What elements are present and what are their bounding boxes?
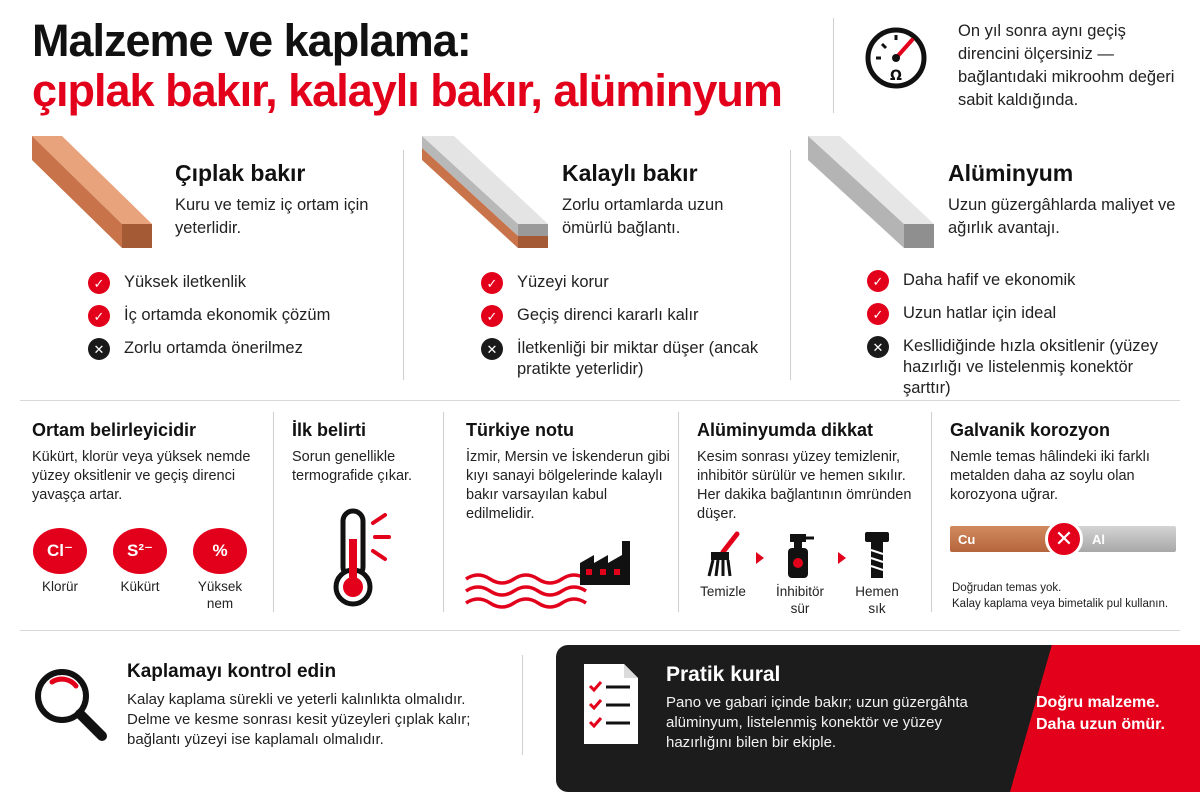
page-title: Malzeme ve kaplama: xyxy=(32,15,471,66)
check-icon: ✓ xyxy=(88,272,110,294)
sulfur-cloud-icon: S²⁻ xyxy=(113,528,167,574)
rule-body: Pano ve gabari içinde bakır; uzun güzergâhta alüminyum, listelenmiş konektör ve yüzey hazırlığını bilen bir ekiple. xyxy=(666,694,968,751)
chloride-cloud-icon: Cl⁻ xyxy=(33,528,87,574)
copper-bar-image xyxy=(22,132,162,250)
first-sign-body: Sorun genellikle termografide çıkar. xyxy=(292,449,413,484)
section-divider-c xyxy=(678,412,679,612)
list-item: ✕ İletkenliği bir miktar düşer (ancak pratikte yeterlidir) xyxy=(481,338,781,380)
galvanic-note: Doğrudan temas yok. Kalay kaplama veya bimetalik pul kullanın. xyxy=(952,582,1169,610)
aluminum-strip: Al xyxy=(1076,526,1176,552)
tinned-copper-desc: Zorlu ortamlarda uzun ömürlü bağlantı. xyxy=(562,196,724,237)
tinned-copper-bar-image xyxy=(418,132,558,250)
aluminum-bullets xyxy=(867,270,1177,399)
section-divider-d xyxy=(931,412,932,612)
check-icon: ✓ xyxy=(867,303,889,325)
aluminum-bar-image xyxy=(804,132,944,250)
copper-bullets xyxy=(88,272,393,360)
list-item: ✓ Yüzeyi korur xyxy=(481,272,781,294)
list-item: ✕ Zorlu ortamda önerilmez xyxy=(88,338,393,360)
copper-desc: Kuru ve temiz iç ortam için yeterlidir. xyxy=(175,196,369,237)
coating-divider xyxy=(522,655,523,755)
env-icons xyxy=(28,528,273,611)
humidity-item: % Yüksek nem xyxy=(190,528,250,612)
rule-title: Pratik kural xyxy=(666,663,781,686)
turkey-body: İzmir, Mersin ve İskenderun gibi kıyı sanayi bölgelerinde kalaylı bakır varsayılan kabul edilmelidir. xyxy=(466,449,670,522)
list-item: ✓ Daha hafif ve ekonomik xyxy=(867,270,1177,292)
no-contact-icon: ✕ xyxy=(1045,520,1083,558)
galvanic-title: Galvanik korozyon xyxy=(950,420,1111,440)
turkey-title: Türkiye notu xyxy=(466,420,575,440)
card-divider-2 xyxy=(790,150,791,380)
checklist-icon xyxy=(580,662,642,746)
list-item: ✓ Yüksek iletkenlik xyxy=(88,272,393,294)
header-divider xyxy=(833,18,834,113)
spray-bottle-icon xyxy=(766,528,834,580)
page-subtitle: çıplak bakır, kalaylı bakır, alüminyum xyxy=(32,65,782,116)
list-item: ✓ İç ortamda ekonomik çözüm xyxy=(88,305,393,327)
list-item: ✓ Uzun hatlar için ideal xyxy=(867,303,1177,325)
humidity-cloud-icon: % xyxy=(193,528,247,574)
magnifier-icon xyxy=(30,664,110,744)
check-icon: ✓ xyxy=(88,305,110,327)
arrow-right-icon xyxy=(838,552,846,564)
env-title: Ortam belirleyicidir xyxy=(32,420,197,440)
check-icon: ✓ xyxy=(481,272,503,294)
step-clean: Temizle xyxy=(692,528,754,600)
check-icon: ✓ xyxy=(867,270,889,292)
env-body: Kükürt, klorür veya yüksek nemde yüzey oksitlenir ve geçiş direnci yavaşça artar. xyxy=(32,449,251,503)
alu-caution-title: Alüminyumda dikkat xyxy=(697,420,874,440)
copper-title: Çıplak bakır xyxy=(175,160,306,186)
slogan: Doğru malzeme. Daha uzun ömür. xyxy=(1036,694,1165,733)
section-divider-a xyxy=(273,412,274,612)
coating-title: Kaplamayı kontrol edin xyxy=(127,661,337,682)
section-divider-bottom xyxy=(20,630,1180,631)
chloride-item: Cl⁻ Klorür xyxy=(30,528,90,595)
alu-caution-body: Kesim sonrası yüzey temizlenir, inhibitör sürülür ve hemen sıkılır. Her dakika bağlantının ömründen düşer. xyxy=(697,449,912,522)
thermometer-icon xyxy=(325,505,405,610)
tinned-copper-title: Kalaylı bakır xyxy=(562,160,698,186)
section-divider-b xyxy=(443,412,444,612)
sulfur-item: S²⁻ Kükürt xyxy=(110,528,170,595)
step-tighten: Hemen sık xyxy=(846,528,908,617)
step-inhibitor: İnhibitör sür xyxy=(766,528,834,617)
first-sign-title: İlk belirti xyxy=(292,420,367,440)
aluminum-desc: Uzun güzergâhlarda maliyet ve ağırlık avantajı. xyxy=(948,196,1176,237)
card-divider-1 xyxy=(403,150,404,380)
brush-icon xyxy=(692,528,754,580)
cross-icon: ✕ xyxy=(867,336,889,358)
cross-icon: ✕ xyxy=(481,338,503,360)
tinned-copper-bullets xyxy=(481,272,781,380)
aluminum-title: Alüminyum xyxy=(948,160,1074,186)
coating-body: Kalay kaplama sürekli ve yeterli kalınlıkta olmalıdır. Delme ve kesme sonrası kesit yüzeyleri çıplak kalır; bağlantı yüzeyi ise kaplamalı olmalıdır. xyxy=(127,691,471,748)
coastal-industry-icon xyxy=(462,535,642,610)
cross-icon: ✕ xyxy=(88,338,110,360)
list-item: ✕ Kesllidiğinde hızla oksitlenir (yüzey hazırlığı ve listelenmiş konektör şarttır) xyxy=(867,336,1177,399)
bolt-icon xyxy=(846,528,908,580)
svg-text:Ω: Ω xyxy=(890,68,902,84)
header-note: On yıl sonra aynı geçiş direncini ölçersiniz — bağlantıdaki mikroohm değeri sabit kaldığında. xyxy=(958,22,1175,109)
check-icon: ✓ xyxy=(481,305,503,327)
section-divider-top xyxy=(20,400,1180,401)
arrow-right-icon xyxy=(756,552,764,564)
list-item: ✓ Geçiş direnci kararlı kalır xyxy=(481,305,781,327)
galvanic-body: Nemle temas hâlindeki iki farklı metalden daha az soylu olan korozyona uğrar. xyxy=(950,449,1150,503)
gauge-ohm-icon xyxy=(862,22,930,90)
copper-strip: Cu xyxy=(950,526,1056,552)
